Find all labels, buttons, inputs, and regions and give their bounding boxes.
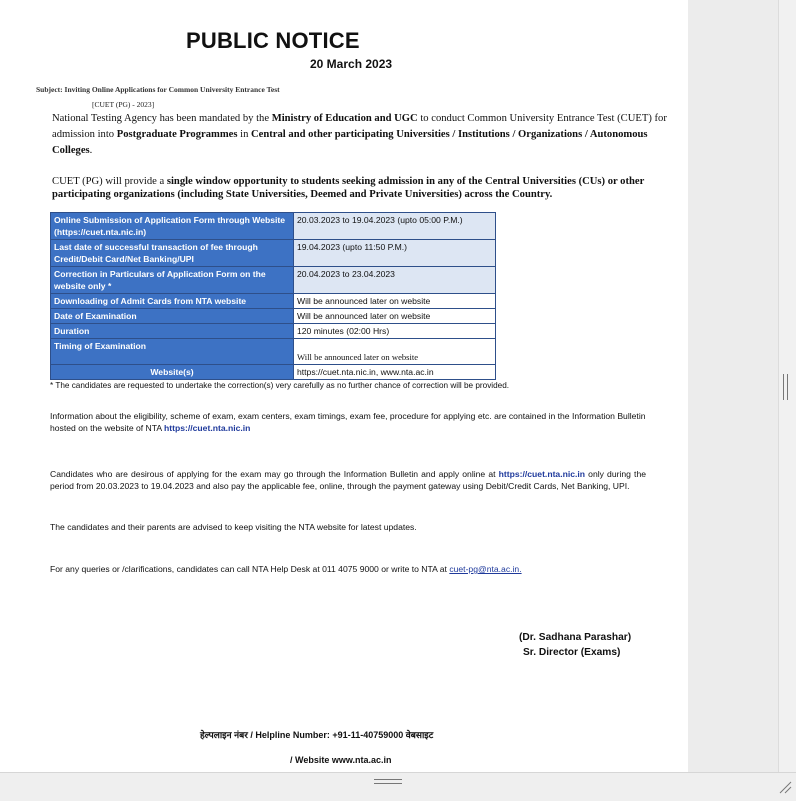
viewer-gutter — [688, 0, 778, 772]
schedule-label: Date of Examination — [51, 309, 294, 324]
grip-lines-vertical-icon[interactable] — [783, 374, 789, 400]
info-bulletin-text: Information about the eligibility, scheme of exam, exam centers, exam timings, exam fee, procedure for applying etc. are contained in the Information Bulletin hosted on the website of NTA — [50, 411, 646, 433]
table-row — [51, 365, 496, 380]
resize-corner-icon[interactable] — [778, 780, 792, 794]
schedule-value: 120 minutes (02:00 Hrs) — [294, 324, 496, 339]
updates-paragraph: The candidates and their parents are advised to keep visiting the NTA website for latest updates. — [50, 522, 417, 532]
schedule-label: Correction in Particulars of Application Form on the website only * — [51, 267, 294, 294]
helpdesk-paragraph — [50, 563, 522, 575]
schedule-value: Will be announced later on website — [294, 294, 496, 309]
grip-lines-horizontal-icon[interactable] — [374, 779, 402, 787]
intro-text-3: in — [237, 129, 252, 140]
apply-online-text: Candidates who are desirous of applying for the exam may go through the Information Bulletin and apply online at — [50, 469, 499, 479]
signatory-title: Sr. Director (Exams) — [523, 647, 621, 658]
email-link[interactable]: cuet-pg@nta.ac.in. — [449, 564, 522, 574]
schedule-value: Will be announced later on website — [294, 309, 496, 324]
table-row — [51, 240, 496, 267]
schedule-label: Timing of Examination — [51, 339, 294, 365]
websites-link[interactable]: https://cuet.nta.nic.in, www.nta.ac.in — [294, 365, 496, 380]
opportunity-bold: single window opportunity to students seeking admission in any of the Central Universities (CUs) or other participating organizations (including State Universities, Deemed and Private Universities) across the Country. — [52, 176, 645, 200]
intro-paragraph — [52, 111, 682, 159]
table-row — [51, 324, 496, 339]
notice-title: PUBLIC NOTICE — [186, 28, 360, 53]
helpdesk-text: For any queries or /clarifications, candidates can call NTA Help Desk at 011 4075 9000 or write to NTA at — [50, 564, 450, 574]
apply-online-paragraph — [50, 468, 646, 492]
schedule-table — [50, 212, 496, 380]
schedule-value: 20.03.2023 to 19.04.2023 (upto 05:00 P.M.) — [294, 213, 496, 240]
table-row — [51, 267, 496, 294]
table-row — [51, 294, 496, 309]
intro-bold-2: Postgraduate Programmes — [116, 129, 238, 140]
helpline-footer: हेल्पलाइन नंबर / Helpline Number: +91-11-40759000 वेबसाइट — [200, 730, 434, 740]
cuet-opportunity-paragraph — [52, 175, 652, 201]
intro-text-2: to conduct Common University Entrance Test (CUET) for admission into — [52, 113, 667, 140]
table-row — [51, 309, 496, 324]
schedule-value: Will be announced later on website — [294, 339, 496, 365]
notice-date: 20 March 2023 — [310, 57, 393, 71]
website-footer: / Website www.nta.ac.in — [290, 755, 392, 765]
schedule-label: Duration — [51, 324, 294, 339]
schedule-value: 19.04.2023 (upto 11:50 P.M.) — [294, 240, 496, 267]
cuet-link[interactable]: https://cuet.nta.nic.in — [164, 423, 251, 433]
schedule-label: Last date of successful transaction of fee through Credit/Debit Card/Net Banking/UPI — [51, 240, 294, 267]
notice-subject: Subject: Inviting Online Applications for Common University Entrance Test — [36, 85, 280, 94]
info-bulletin-paragraph — [50, 410, 646, 434]
apply-period-text: only during the period from 20.03.2023 to 19.04.2023 and also pay the applicable fee, online, through the payment gateway using Debit/Credit Cards, Net Banking, UPI. — [50, 469, 647, 491]
table-row — [51, 213, 496, 240]
opportunity-text: CUET (PG) will provide a — [52, 176, 167, 187]
schedule-label: Online Submission of Application Form through Website (https://cuet.nta.nic.in) — [51, 213, 294, 240]
intro-bold-3: Central and other participating Universities / Institutions / Organizations / Autonomous Colleges — [52, 129, 648, 156]
intro-text-1: National Testing Agency has been mandated by the — [52, 113, 272, 124]
notice-subject-exam: [CUET (PG) - 2023] — [92, 100, 155, 109]
schedule-label: Website(s) — [51, 365, 294, 380]
cuet-apply-link[interactable]: https://cuet.nta.nic.in — [498, 469, 586, 479]
correction-note: * The candidates are requested to undertake the correction(s) very carefully as no further chance of correction will be provided. — [50, 381, 510, 390]
schedule-value: 20.04.2023 to 23.04.2023 — [294, 267, 496, 294]
signatory-name: (Dr. Sadhana Parashar) — [519, 632, 632, 643]
intro-text-4: . — [89, 145, 93, 156]
table-row — [51, 339, 496, 365]
intro-bold-1: Ministry of Education and UGC — [271, 113, 418, 124]
schedule-label: Downloading of Admit Cards from NTA website — [51, 294, 294, 309]
